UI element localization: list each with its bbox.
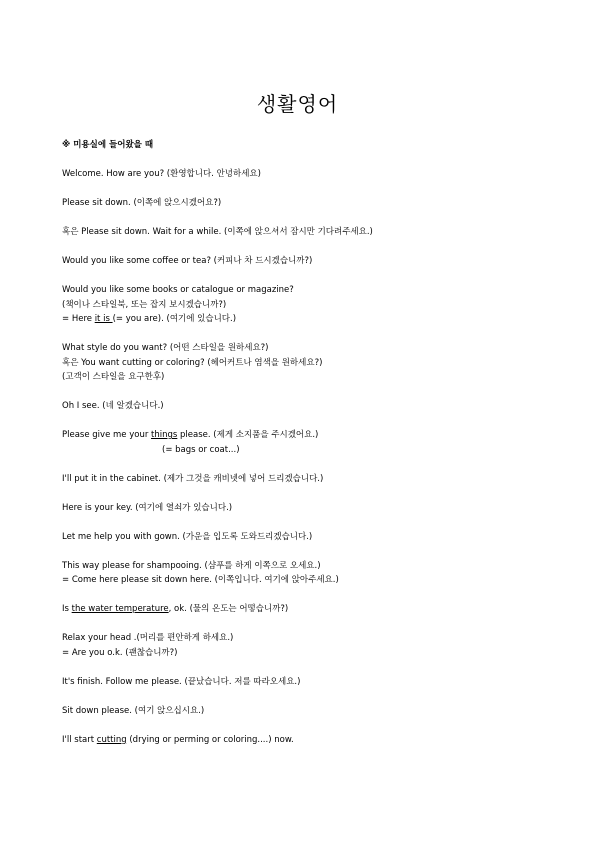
text-segment: = Here bbox=[62, 314, 95, 324]
text-segment: (= you are). (여기에 있습니다.) bbox=[112, 314, 237, 324]
text-line: Please sit down. (이쪽에 앉으시겠어요?) bbox=[62, 198, 222, 208]
paragraph-sit-down bbox=[62, 196, 562, 211]
paragraph-key bbox=[62, 501, 562, 516]
text-line: (고객이 스타일을 요구한후) bbox=[62, 372, 165, 382]
paragraph-i-see bbox=[62, 399, 562, 414]
paragraph-shampoo bbox=[62, 559, 562, 588]
paragraph-sit-please bbox=[62, 704, 562, 719]
text-segment: (drying or perming or coloring....) now. bbox=[126, 734, 294, 745]
paragraph-books bbox=[62, 283, 562, 327]
text-line: Would you like some coffee or tea? (커피나 차 드시겠습니까?) bbox=[62, 256, 313, 266]
paragraph-coffee bbox=[62, 254, 562, 269]
paragraph-finish bbox=[62, 675, 562, 690]
text-line: Welcome. How are you? (환영합니다. 안녕하세요) bbox=[62, 169, 261, 179]
text-line: It's finish. Follow me please. (끝났습니다. 저를 따라오세요.) bbox=[62, 676, 301, 687]
text-line: What style do you want? (어떤 스타일을 원하세요?) bbox=[62, 343, 269, 353]
text-line bbox=[62, 602, 562, 617]
text-segment: I'll start bbox=[62, 734, 97, 745]
paragraph-start bbox=[62, 733, 562, 748]
text-line: (= bags or coat...) bbox=[162, 444, 240, 455]
underlined-text: it is bbox=[94, 314, 113, 324]
text-line: 혹은 You want cutting or coloring? (헤어커트나 염색을 원하세요?) bbox=[62, 357, 323, 368]
text-segment: Please give me your bbox=[62, 430, 152, 440]
text-segment: Is bbox=[62, 604, 72, 614]
paragraph-things bbox=[62, 428, 562, 457]
paragraph-gown bbox=[62, 530, 562, 545]
text-line: Relax your head .(머리를 편안하게 하세요.) bbox=[62, 633, 234, 643]
text-line: This way please for shampooing. (샴푸를 하게 이쪽으로 오세요.) bbox=[62, 560, 321, 571]
paragraph-relax bbox=[62, 631, 562, 660]
text-line: = Are you o.k. (괜찮습니까?) bbox=[62, 647, 178, 658]
document-body bbox=[62, 138, 562, 762]
text-line: Here is your key. (여기에 열쇠가 있습니다.) bbox=[62, 502, 233, 513]
paragraph-wait bbox=[62, 225, 562, 240]
text-line bbox=[62, 733, 562, 748]
page-title: 생활영어 bbox=[256, 92, 339, 116]
text-segment: please. (제게 소지품을 주시겠어요.) bbox=[177, 430, 319, 440]
paragraph-welcome bbox=[62, 167, 562, 182]
paragraph-style bbox=[62, 341, 562, 385]
text-line bbox=[62, 312, 562, 327]
text-line: Would you like some books or catalogue or magazine? bbox=[62, 285, 294, 295]
text-line: Sit down please. (여기 앉으십시요.) bbox=[62, 705, 205, 716]
text-line: (책이나 스타일북, 또는 잡지 보시겠습니까?) bbox=[62, 299, 227, 310]
text-line bbox=[62, 428, 562, 443]
section-heading: ※ 미용실에 들어왔을 때 bbox=[62, 140, 154, 150]
text-line: = Come here please sit down here. (이쪽입니다. 여기에 앉아주세요.) bbox=[62, 575, 339, 585]
paragraph-water bbox=[62, 602, 562, 617]
text-segment: , ok. (물의 온도는 어떻습니까?) bbox=[168, 604, 289, 614]
underlined-text: the water temperature bbox=[71, 604, 169, 614]
text-line: Let me help you with gown. (가운을 입도록 도와드리겠습니다.) bbox=[62, 531, 313, 542]
text-line: I'll put it in the cabinet. (제가 그것을 캐비넷에 넣어 드리겠습니다.) bbox=[62, 473, 324, 484]
paragraph-cabinet bbox=[62, 472, 562, 487]
underlined-text: cutting bbox=[96, 734, 127, 745]
text-line: 혹은 Please sit down. Wait for a while. (이쪽에 앉으셔서 잠시만 기다려주세요.) bbox=[62, 227, 373, 237]
underlined-text: things bbox=[151, 430, 178, 440]
text-line: Oh I see. (네 알겠습니다.) bbox=[62, 401, 164, 411]
